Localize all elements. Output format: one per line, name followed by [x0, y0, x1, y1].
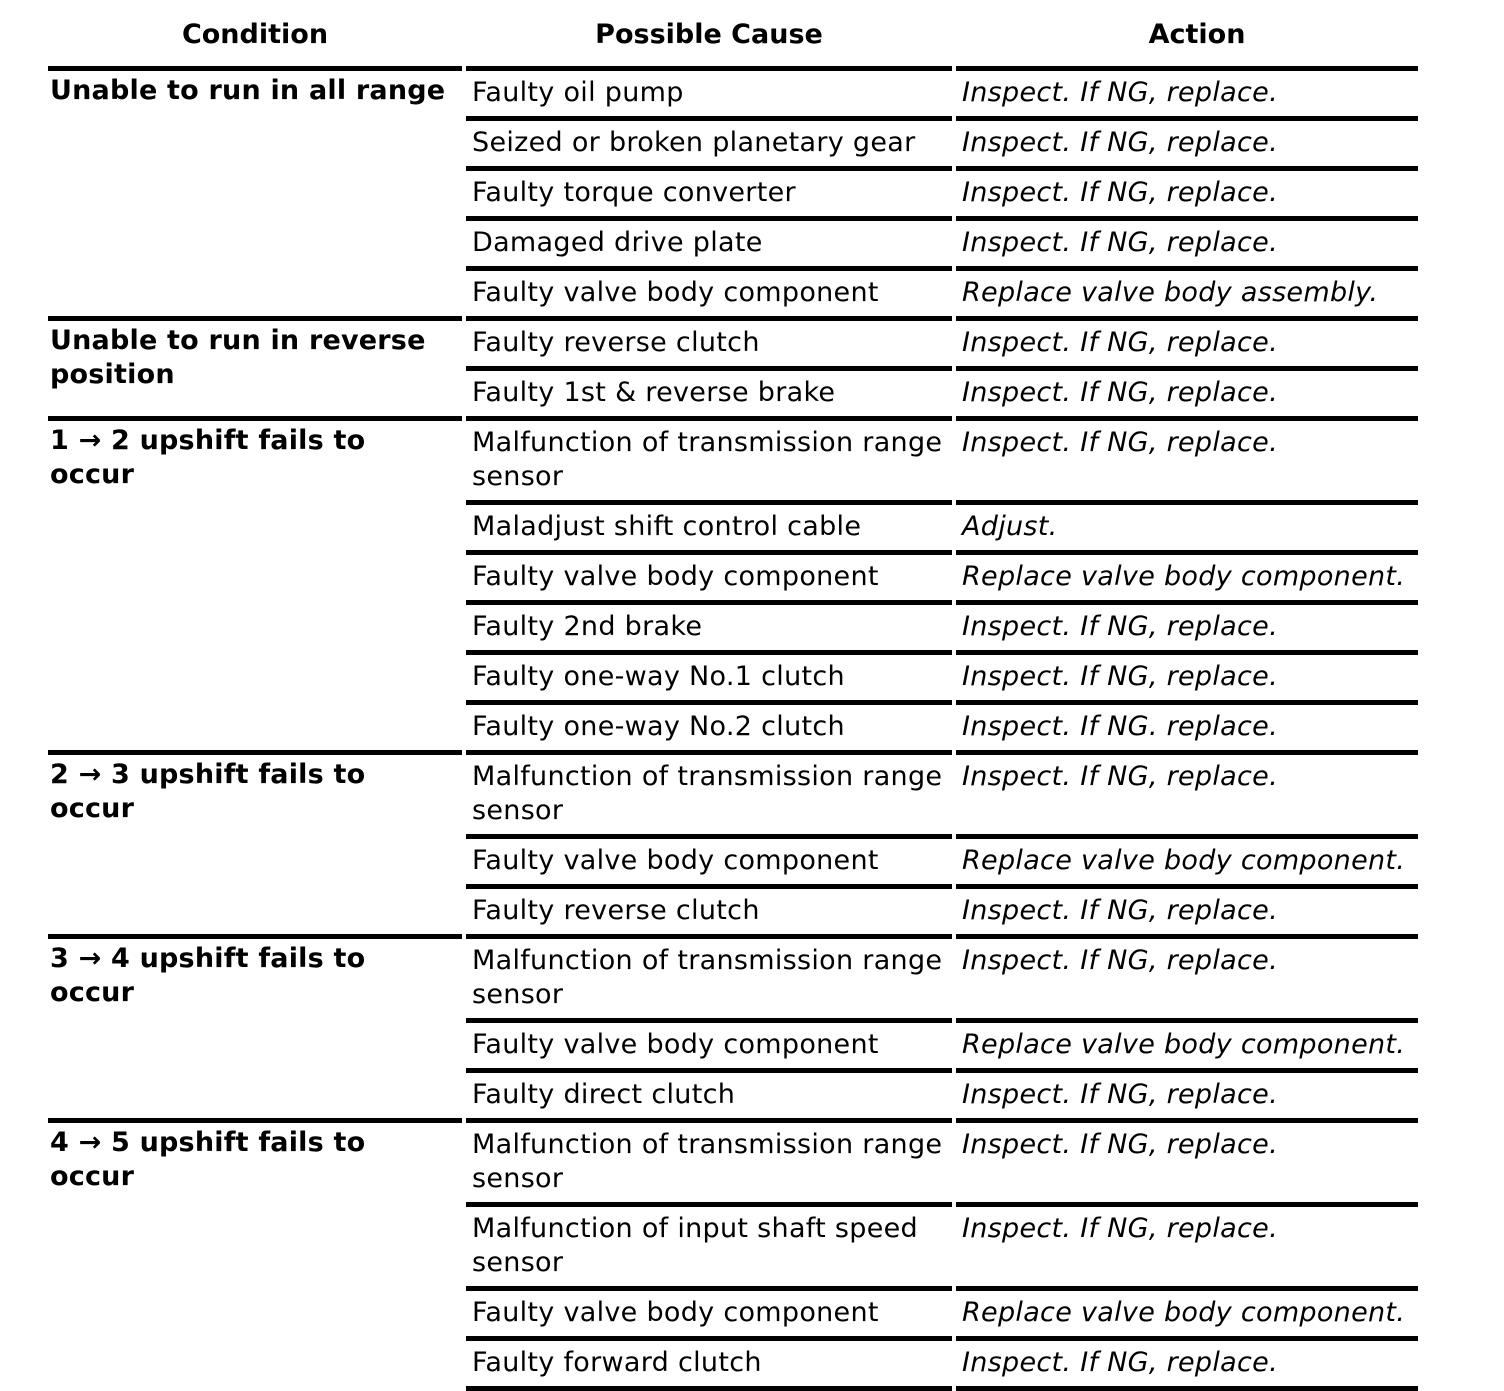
- action-cell: Replace valve body component.: [956, 834, 1418, 884]
- table-row: [466, 266, 1418, 316]
- table-row: [466, 650, 1418, 700]
- action-cell: Inspect. If NG, replace.: [956, 216, 1418, 266]
- action-cell: Replace valve body component.: [956, 550, 1418, 600]
- action-cell: Inspect. If NG, replace.: [956, 166, 1418, 216]
- table-row: [466, 1118, 1418, 1202]
- action-cell: Replace valve body component.: [956, 1286, 1418, 1336]
- condition-cell: 1 → 2 upshift fails to occur: [48, 416, 462, 750]
- table-bottom-rule: [0, 1386, 1504, 1391]
- possible-cause-cell: Malfunction of transmission range sensor: [466, 416, 952, 500]
- table-row: [466, 166, 1418, 216]
- action-cell: Inspect. If NG, replace.: [956, 1118, 1418, 1202]
- condition-cell: 2 → 3 upshift fails to occur: [48, 750, 462, 934]
- condition-group: [0, 750, 1504, 934]
- action-cell: Inspect. If NG, replace.: [956, 316, 1418, 366]
- cause-action-rows: [466, 934, 1418, 1118]
- table-row: [466, 366, 1418, 416]
- table-row: [466, 884, 1418, 934]
- condition-cell: Unable to run in reverse position: [48, 316, 462, 416]
- possible-cause-cell: Malfunction of transmission range sensor: [466, 1118, 952, 1202]
- action-cell: Inspect. If NG, replace.: [956, 116, 1418, 166]
- condition-cell: 3 → 4 upshift fails to occur: [48, 934, 462, 1118]
- action-cell: Inspect. If NG, replace.: [956, 66, 1418, 116]
- table-row: [466, 550, 1418, 600]
- table-row: [466, 750, 1418, 834]
- possible-cause-cell: Faulty 1st & reverse brake: [466, 366, 952, 416]
- action-cell: Inspect. If NG, replace.: [956, 366, 1418, 416]
- action-cell: Replace valve body component.: [956, 1018, 1418, 1068]
- table-row: [466, 700, 1418, 750]
- table-row: [466, 1336, 1418, 1386]
- action-cell: Inspect. If NG, replace.: [956, 1068, 1418, 1118]
- action-cell: Inspect. If NG, replace.: [956, 416, 1418, 500]
- action-cell: Inspect. If NG. replace.: [956, 700, 1418, 750]
- possible-cause-cell: Damaged drive plate: [466, 216, 952, 266]
- possible-cause-cell: Faulty reverse clutch: [466, 316, 952, 366]
- table-header: [0, 18, 1504, 54]
- condition-cell: 4 → 5 upshift fails to occur: [48, 1118, 462, 1386]
- cause-action-rows: [466, 316, 1418, 416]
- table-row: [466, 116, 1418, 166]
- possible-cause-cell: Faulty 2nd brake: [466, 600, 952, 650]
- action-cell: Inspect. If NG, replace.: [956, 600, 1418, 650]
- possible-cause-cell: Maladjust shift control cable: [466, 500, 952, 550]
- condition-group: [0, 416, 1504, 750]
- possible-cause-cell: Faulty valve body component: [466, 550, 952, 600]
- condition-group: [0, 934, 1504, 1118]
- possible-cause-cell: Faulty forward clutch: [466, 1336, 952, 1386]
- header-action: Action: [1148, 19, 1246, 50]
- action-cell: Inspect. If NG, replace.: [956, 1336, 1418, 1386]
- action-cell: Inspect. If NG, replace.: [956, 884, 1418, 934]
- possible-cause-cell: Faulty valve body component: [466, 1286, 952, 1336]
- table-row: [466, 1286, 1418, 1336]
- action-cell: Inspect. If NG, replace.: [956, 1202, 1418, 1286]
- table-row: [466, 416, 1418, 500]
- possible-cause-cell: Malfunction of input shaft speed sensor: [466, 1202, 952, 1286]
- action-cell: Inspect. If NG, replace.: [956, 750, 1418, 834]
- cause-column-bottom-rule: [466, 1386, 952, 1391]
- header-possible-cause: Possible Cause: [595, 19, 823, 50]
- possible-cause-cell: Faulty direct clutch: [466, 1068, 952, 1118]
- table-row: [466, 500, 1418, 550]
- table-row: [466, 600, 1418, 650]
- possible-cause-cell: Seized or broken planetary gear: [466, 116, 952, 166]
- table-row: [466, 1202, 1418, 1286]
- cause-action-rows: [466, 750, 1418, 934]
- possible-cause-cell: Faulty oil pump: [466, 66, 952, 116]
- header-condition: Condition: [181, 19, 329, 50]
- table-row: [466, 66, 1418, 116]
- action-column-bottom-rule: [956, 1386, 1418, 1391]
- table-row: [466, 216, 1418, 266]
- possible-cause-cell: Faulty valve body component: [466, 266, 952, 316]
- possible-cause-cell: Faulty reverse clutch: [466, 884, 952, 934]
- possible-cause-cell: Faulty valve body component: [466, 1018, 952, 1068]
- possible-cause-cell: Faulty torque converter: [466, 166, 952, 216]
- table-row: [466, 1068, 1418, 1118]
- action-cell: Replace valve body assembly.: [956, 266, 1418, 316]
- action-cell: Inspect. If NG, replace.: [956, 650, 1418, 700]
- table-row: [466, 834, 1418, 884]
- condition-group: [0, 316, 1504, 416]
- possible-cause-cell: Faulty valve body component: [466, 834, 952, 884]
- possible-cause-cell: Faulty one-way No.1 clutch: [466, 650, 952, 700]
- table-row: [466, 934, 1418, 1018]
- action-cell: Adjust.: [956, 500, 1418, 550]
- possible-cause-cell: Malfunction of transmission range sensor: [466, 750, 952, 834]
- cause-action-rows: [466, 66, 1418, 316]
- troubleshooting-table: [0, 66, 1504, 1391]
- condition-group: [0, 66, 1504, 316]
- possible-cause-cell: Malfunction of transmission range sensor: [466, 934, 952, 1018]
- cause-action-rows: [466, 416, 1418, 750]
- action-cell: Inspect. If NG, replace.: [956, 934, 1418, 1018]
- possible-cause-cell: Faulty one-way No.2 clutch: [466, 700, 952, 750]
- condition-cell: Unable to run in all range: [48, 66, 462, 316]
- table-row: [466, 1018, 1418, 1068]
- table-row: [466, 316, 1418, 366]
